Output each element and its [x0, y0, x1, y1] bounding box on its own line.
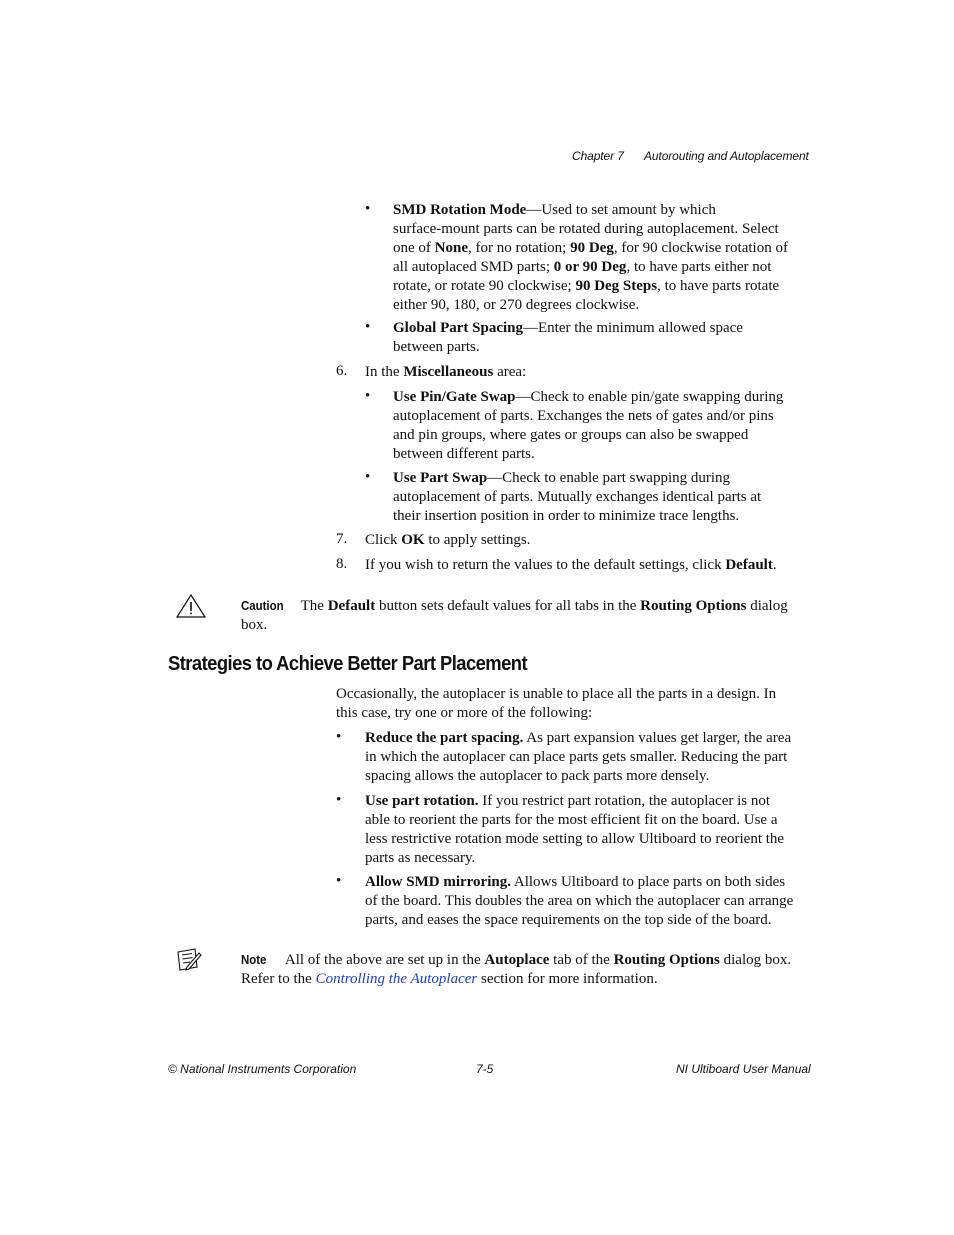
caution-block [241, 597, 806, 635]
term: Routing Options [640, 598, 747, 614]
text: this case, try one or more of the following: [336, 704, 593, 721]
term: Miscellaneous [403, 364, 494, 380]
term: Use Part Swap [393, 470, 488, 486]
text: and pin groups, where gates or groups can also be swapped [393, 426, 749, 443]
section-heading: Strategies to Achieve Better Part Placement [168, 653, 528, 675]
note-pad-pencil-icon [175, 947, 203, 973]
strategy-item [365, 873, 810, 930]
text: Allows Ultiboard to place parts on both sides [510, 874, 786, 890]
strategy-item [365, 729, 810, 786]
bullet-glyph: • [365, 388, 371, 404]
note-block [241, 951, 811, 989]
bullet-glyph: • [336, 792, 342, 808]
text: —Enter the minimum allowed space [523, 320, 743, 336]
text: one of [393, 239, 435, 256]
text: , for no rotation; [468, 239, 571, 256]
text: Refer to the [241, 970, 316, 987]
term: Autoplace [484, 952, 550, 968]
term: OK [401, 532, 425, 548]
text: parts as necessary. [365, 849, 476, 866]
intro-paragraph [336, 685, 806, 723]
text: autoplacement of parts. Exchanges the nets of gates and/or pins [393, 407, 774, 424]
header-chapter: Chapter 7 [572, 149, 624, 163]
text: to apply settings. [424, 532, 531, 548]
bullet-glyph: • [365, 469, 371, 485]
text: rotate, or rotate 90 clockwise; [393, 277, 576, 294]
term: Routing Options [613, 952, 720, 968]
text: —Check to enable pin/gate swapping during [515, 389, 784, 405]
text: tab of the [549, 952, 614, 968]
text: , for 90 clockwise rotation of [613, 239, 788, 256]
step-6-text [365, 363, 526, 382]
text: parts, and eases the space requirements on the top side of the board. [365, 911, 772, 928]
text: surface-mount parts can be rotated during autoplacement. Select [393, 220, 779, 237]
text: , to have parts rotate [657, 277, 780, 294]
text: area: [493, 364, 527, 380]
term: SMD Rotation Mode [393, 202, 527, 218]
text: between different parts. [393, 445, 535, 462]
text: between parts. [393, 338, 480, 355]
bullet-glyph: • [336, 729, 342, 745]
text: less restrictive rotation mode setting to allow Ultiboard to reorient the [365, 830, 785, 847]
text: dialog box. [719, 952, 792, 968]
term: None [434, 239, 468, 256]
text: All of the above are set up in the [284, 952, 485, 968]
term: 90 Deg [570, 239, 614, 256]
text: button sets default values for all tabs in the [375, 598, 641, 614]
term: 0 or 90 Deg [553, 258, 627, 275]
text: in which the autoplacer can place parts gets smaller. Reducing the part [365, 748, 788, 765]
step-number: 8. [336, 556, 348, 572]
footer-manual-title: NI Ultiboard User Manual [676, 1062, 811, 1076]
text: The [300, 598, 328, 614]
text: —Check to enable part swapping during [487, 470, 731, 486]
text: autoplacement of parts. Mutually exchanges identical parts at [393, 488, 762, 505]
step-number: 7. [336, 531, 348, 547]
text: As part expansion values get larger, the area [523, 730, 792, 746]
caution-label: Caution [241, 598, 284, 613]
text: of the board. This doubles the area on which the autoplacer can arrange [365, 892, 794, 909]
warning-triangle-icon [175, 593, 207, 619]
term: Allow SMD mirroring. [365, 874, 511, 890]
text: Occasionally, the autoplacer is unable to place all the parts in a design. In [336, 686, 777, 702]
text: , to have parts either not [626, 258, 772, 275]
footer-copyright: © National Instruments Corporation [168, 1062, 357, 1076]
part-swap-item [393, 469, 813, 526]
term: Default [725, 557, 773, 573]
footer-page-number: 7-5 [476, 1062, 494, 1076]
term: Use Pin/Gate Swap [393, 389, 516, 405]
text: able to reorient the parts for the most efficient fit on the board. Use a [365, 811, 778, 828]
text: dialog [746, 598, 788, 614]
step-8-text [365, 556, 777, 575]
global-part-spacing-item [393, 319, 813, 357]
text: either 90, 180, or 270 degrees clockwise. [393, 296, 640, 313]
text: spacing allows the autoplacer to pack parts more densely. [365, 767, 710, 784]
controlling-autoplacer-link[interactable]: Controlling the Autoplacer [315, 970, 478, 987]
text: box. [241, 616, 268, 633]
text: their insertion position in order to minimize trace lengths. [393, 507, 740, 524]
bullet-glyph: • [365, 201, 371, 217]
term: 90 Deg Steps [575, 277, 658, 294]
text: . [772, 557, 777, 573]
text: Click [365, 532, 402, 548]
bullet-glyph: • [365, 319, 371, 335]
text: In the [365, 364, 404, 380]
smd-rotation-item [393, 201, 813, 314]
text: all autoplaced SMD parts; [393, 258, 554, 275]
term: Use part rotation. [365, 793, 479, 809]
strategy-item [365, 792, 810, 868]
text: —Used to set amount by which [526, 202, 716, 218]
text: section for more information. [477, 970, 658, 987]
term: Global Part Spacing [393, 320, 524, 336]
text: If you restrict part rotation, the autoplacer is not [478, 793, 771, 809]
term: Reduce the part spacing. [365, 730, 524, 746]
note-label: Note [241, 952, 267, 967]
pin-gate-swap-item [393, 388, 813, 464]
bullet-glyph: • [336, 873, 342, 889]
term: Default [327, 598, 376, 614]
step-number: 6. [336, 363, 348, 379]
step-7-text [365, 531, 530, 550]
text: If you wish to return the values to the default settings, click [365, 557, 726, 573]
header-section: Autorouting and Autoplacement [644, 149, 809, 163]
